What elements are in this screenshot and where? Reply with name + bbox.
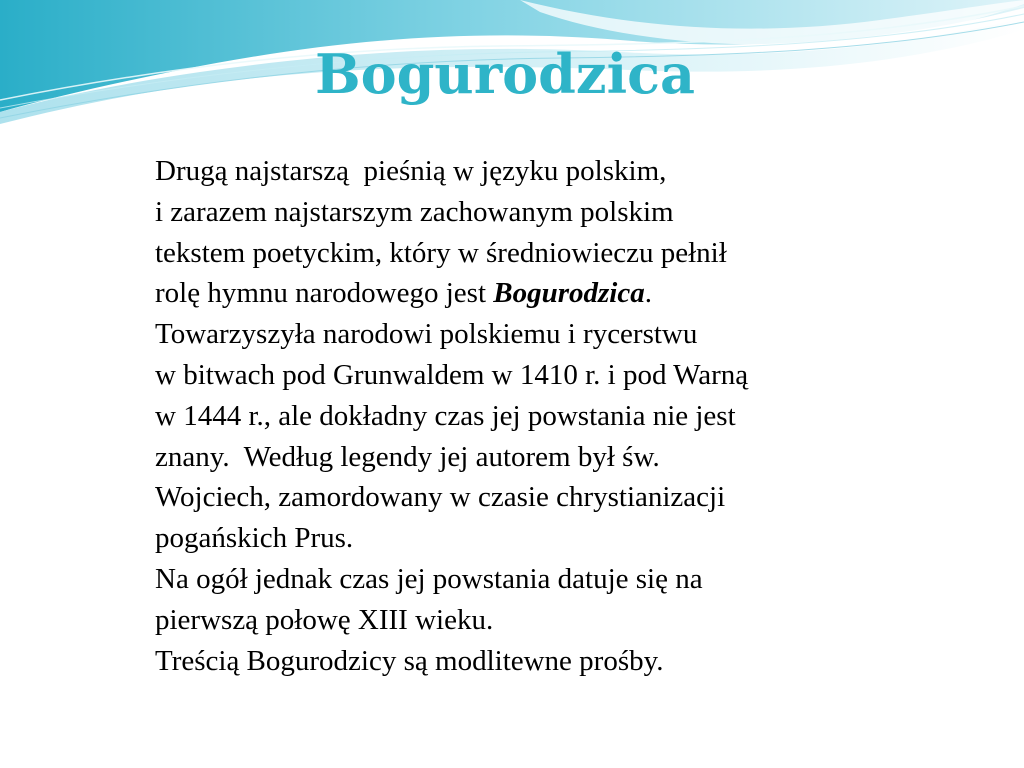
body-line: w bitwach pod Grunwaldem w 1410 r. i pod Warną: [155, 358, 749, 391]
body-line: znany. Według legendy jej autorem był św.: [155, 440, 660, 473]
body-line: Na ogół jednak czas jej powstania datuje się na: [155, 562, 703, 595]
body-line: Wojciech, zamordowany w czasie chrystianizacji: [155, 481, 726, 514]
slide-body-text: [155, 151, 935, 681]
body-line: pierwszą połowę XIII wieku.: [155, 603, 494, 636]
body-line: pogańskich Prus.: [155, 522, 354, 555]
body-text: .: [644, 277, 652, 310]
slide-title: Bogurodzica: [315, 42, 695, 106]
body-line: i zarazem najstarszym zachowanym polskim: [155, 195, 674, 228]
body-line: Treścią Bogurodzicy są modlitewne prośby.: [155, 644, 664, 677]
body-text: rolę hymnu narodowego jest: [155, 277, 494, 310]
body-line: tekstem poetyckim, który w średniowieczu pełnił: [155, 236, 727, 269]
emphasized-title: Bogurodzica: [493, 277, 645, 310]
body-line: Towarzyszyła narodowi polskiemu i rycerstwu: [155, 318, 698, 351]
body-line: Drugą najstarszą pieśnią w języku polskim,: [155, 155, 667, 187]
body-line: w 1444 r., ale dokładny czas jej powstania nie jest: [155, 399, 736, 432]
body-line: [155, 273, 935, 314]
